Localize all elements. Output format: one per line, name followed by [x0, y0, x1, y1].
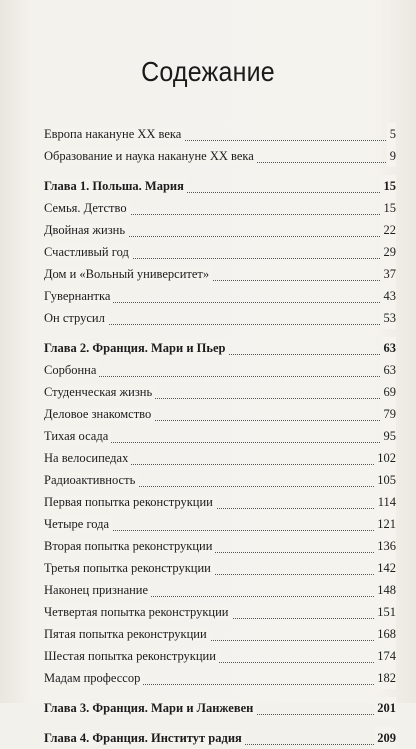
toc-entry-row: [44, 645, 396, 667]
table-of-contents: [44, 123, 396, 749]
toc-entry-title: Семья. Детство: [44, 201, 130, 215]
section-gap: [44, 689, 396, 697]
toc-entry-title: Мадам профессор: [44, 671, 143, 685]
toc-page-number: 114: [375, 491, 396, 513]
toc-page-number: 29: [381, 241, 397, 263]
toc-entry-title: Образование и наука накануне XX века: [44, 149, 257, 163]
toc-page-number: 79: [381, 403, 397, 425]
toc-page-number: 182: [374, 667, 396, 689]
toc-page-number: 37: [381, 263, 397, 285]
toc-page-number: 148: [374, 579, 396, 601]
toc-page-number: 15: [381, 175, 397, 197]
toc-chapter-row: [44, 337, 396, 359]
toc-entry-row: [44, 403, 396, 425]
toc-entry-title: Гувернантка: [44, 289, 113, 303]
toc-entry-title: Наконец признание: [44, 583, 151, 597]
toc-entry-row: [44, 425, 396, 447]
toc-page-number: 43: [381, 285, 397, 307]
toc-entry-row: [44, 285, 396, 307]
toc-page-number: 201: [374, 697, 396, 719]
toc-entry-row: [44, 241, 396, 263]
toc-page-number: 63: [381, 359, 397, 381]
toc-entry-row: [44, 381, 396, 403]
toc-entry-title: Он струсил: [44, 311, 108, 325]
toc-entry-row: [44, 197, 396, 219]
toc-entry-title: На велосипедах: [44, 451, 131, 465]
toc-entry-title: Первая попытка реконструкции: [44, 495, 216, 509]
toc-page-number: 102: [374, 447, 396, 469]
toc-page-number: 168: [374, 623, 396, 645]
toc-page-number: 105: [374, 469, 396, 491]
toc-page-number: 136: [374, 535, 396, 557]
toc-entry-title: Студенческая жизнь: [44, 385, 155, 399]
toc-entry-row: [44, 123, 396, 145]
toc-entry-row: [44, 359, 396, 381]
toc-page-number: 121: [374, 513, 396, 535]
toc-chapter-row: [44, 697, 396, 719]
toc-page-number: 69: [381, 381, 397, 403]
toc-entry-title: Тихая осада: [44, 429, 111, 443]
toc-entry-row: [44, 513, 396, 535]
toc-entry-row: [44, 491, 396, 513]
section-gap: [44, 167, 396, 175]
toc-entry-title: Вторая попытка реконструкции: [44, 539, 215, 553]
toc-page-number: 15: [381, 197, 397, 219]
toc-entry-title: Глава 3. Франция. Мари и Ланжевен: [44, 701, 256, 715]
toc-entry-row: [44, 263, 396, 285]
toc-entry-row: [44, 601, 396, 623]
toc-entry-row: [44, 623, 396, 645]
toc-entry-row: [44, 219, 396, 241]
toc-entry-title: Третья попытка реконструкции: [44, 561, 214, 575]
section-gap: [44, 719, 396, 727]
toc-entry-title: Деловое знакомство: [44, 407, 154, 421]
page-title: Содежание: [141, 56, 275, 88]
toc-entry-title: Глава 2. Франция. Мари и Пьер: [44, 341, 228, 355]
toc-entry-row: [44, 145, 396, 167]
toc-entry-title: Счастливый год: [44, 245, 132, 259]
toc-entry-title: Четвертая попытка реконструкции: [44, 605, 232, 619]
toc-entry-title: Пятая попытка реконструкции: [44, 627, 210, 641]
toc-chapter-row: [44, 175, 396, 197]
toc-entry-row: [44, 667, 396, 689]
section-gap: [44, 329, 396, 337]
toc-entry-row: [44, 535, 396, 557]
toc-page-number: 142: [374, 557, 396, 579]
toc-entry-row: [44, 447, 396, 469]
toc-entry-row: [44, 307, 396, 329]
toc-entry-title: Европа накануне XX века: [44, 127, 184, 141]
toc-page-number: 9: [387, 145, 396, 167]
toc-page-number: 209: [374, 727, 396, 749]
toc-entry-title: Радиоактивность: [44, 473, 138, 487]
toc-page-number: 174: [374, 645, 396, 667]
toc-entry-title: Двойная жизнь: [44, 223, 128, 237]
toc-page-number: 53: [381, 307, 397, 329]
toc-page-number: 95: [381, 425, 397, 447]
toc-chapter-row: [44, 727, 396, 749]
toc-entry-row: [44, 579, 396, 601]
toc-entry-title: Сорбонна: [44, 363, 99, 377]
toc-entry-row: [44, 557, 396, 579]
toc-page-number: 151: [374, 601, 396, 623]
toc-entry-title: Дом и «Вольный университет»: [44, 267, 212, 281]
toc-entry-title: Шестая попытка реконструкции: [44, 649, 219, 663]
toc-entry-title: Глава 4. Франция. Институт радия: [44, 731, 245, 745]
toc-entry-title: Глава 1. Польша. Мария: [44, 179, 187, 193]
toc-page-number: 63: [381, 337, 397, 359]
toc-page-number: 22: [381, 219, 397, 241]
toc-page-number: 5: [387, 123, 396, 145]
toc-entry-title: Четыре года: [44, 517, 112, 531]
toc-entry-row: [44, 469, 396, 491]
